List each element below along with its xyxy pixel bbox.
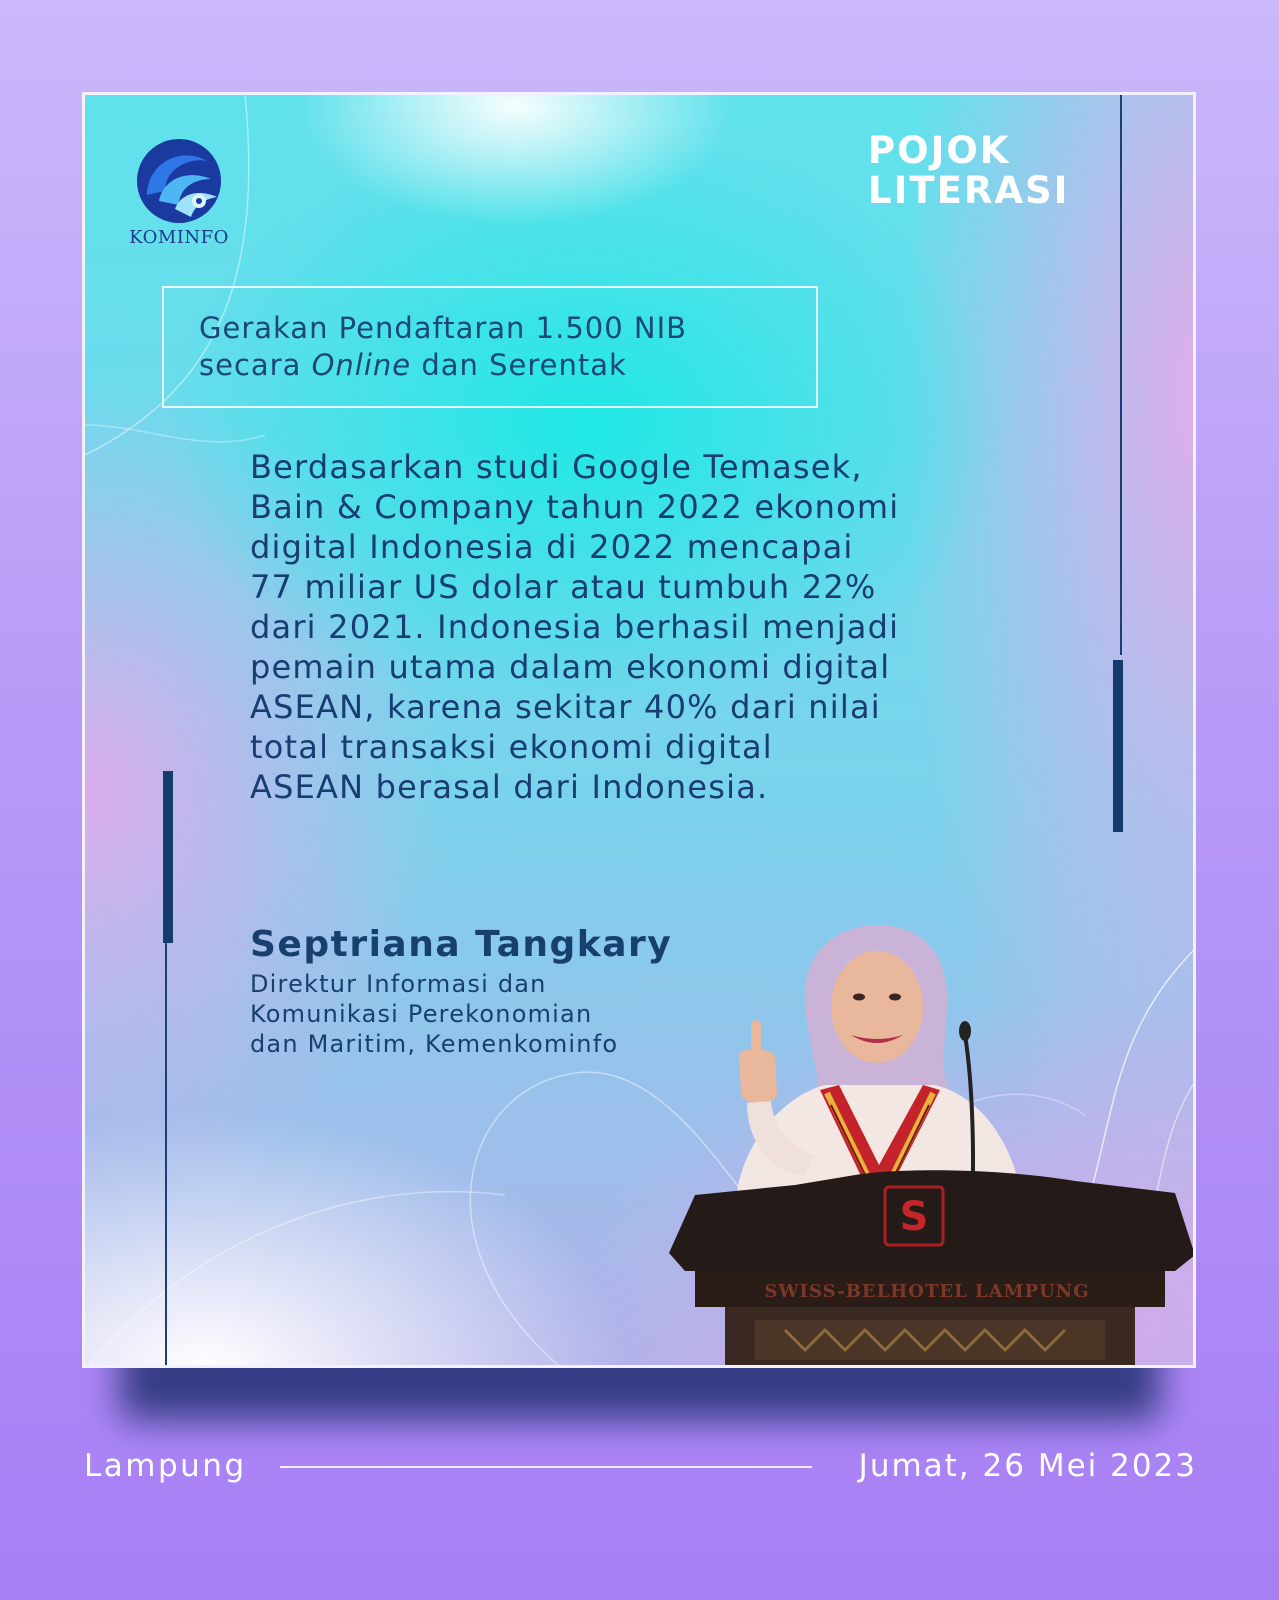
headline-line2-after: dan Serentak bbox=[411, 348, 627, 382]
podium-text: SWISS-BELHOTEL LAMPUNG bbox=[764, 1281, 1090, 1302]
pojok-literasi-logo bbox=[868, 131, 1068, 211]
headline-box bbox=[162, 286, 818, 408]
quote-line: pemain utama dalam ekonomi digital bbox=[250, 648, 891, 686]
quote-line: Bain & Company tahun 2022 ekonomi bbox=[250, 488, 900, 526]
quote-line: ASEAN berasal dari Indonesia. bbox=[250, 768, 769, 806]
speaker-photo bbox=[655, 925, 1196, 1368]
literasi-text: LITERASI bbox=[868, 169, 1070, 212]
quote-line: dari 2021. Indonesia berhasil menjadi bbox=[250, 608, 900, 646]
logo-text: KOMINFO bbox=[129, 227, 229, 248]
headline-line2-before: secara bbox=[199, 348, 312, 382]
footer-divider bbox=[280, 1466, 812, 1468]
kominfo-logo bbox=[129, 135, 229, 248]
headline-italic-word: Online bbox=[311, 348, 412, 382]
quote-line: ASEAN, karena sekitar 40% dari nilai bbox=[250, 688, 881, 726]
poster-card bbox=[82, 92, 1196, 1368]
speaker-name: Septriana Tangkary bbox=[250, 924, 673, 965]
footer-location: Lampung bbox=[84, 1448, 247, 1484]
quote-line: total transaksi ekonomi digital bbox=[250, 728, 773, 766]
quote-line: 77 miliar US dolar atau tumbuh 22% bbox=[250, 568, 877, 606]
speaker-role-line: Komunikasi Perekonomian bbox=[250, 1000, 593, 1028]
speaker-role-line: dan Maritim, Kemenkominfo bbox=[250, 1030, 619, 1058]
speaker-role-line: Direktur Informasi dan bbox=[250, 970, 547, 998]
kominfo-emblem-icon bbox=[129, 135, 229, 227]
right-divider-line bbox=[1120, 95, 1122, 655]
quote-line: Berdasarkan studi Google Temasek, bbox=[250, 448, 863, 486]
headline-line1: Gerakan Pendaftaran 1.500 NIB bbox=[199, 311, 688, 345]
right-accent-bar bbox=[1113, 660, 1123, 832]
quote-line: digital Indonesia di 2022 mencapai bbox=[250, 528, 854, 566]
left-accent-bar bbox=[163, 771, 173, 943]
quote-text bbox=[250, 447, 1030, 807]
pojok-text: POJOK bbox=[868, 129, 1011, 172]
footer-date: Jumat, 26 Mei 2023 bbox=[858, 1448, 1197, 1484]
podium-logo: S bbox=[899, 1194, 929, 1240]
headline-line2 bbox=[199, 347, 816, 384]
